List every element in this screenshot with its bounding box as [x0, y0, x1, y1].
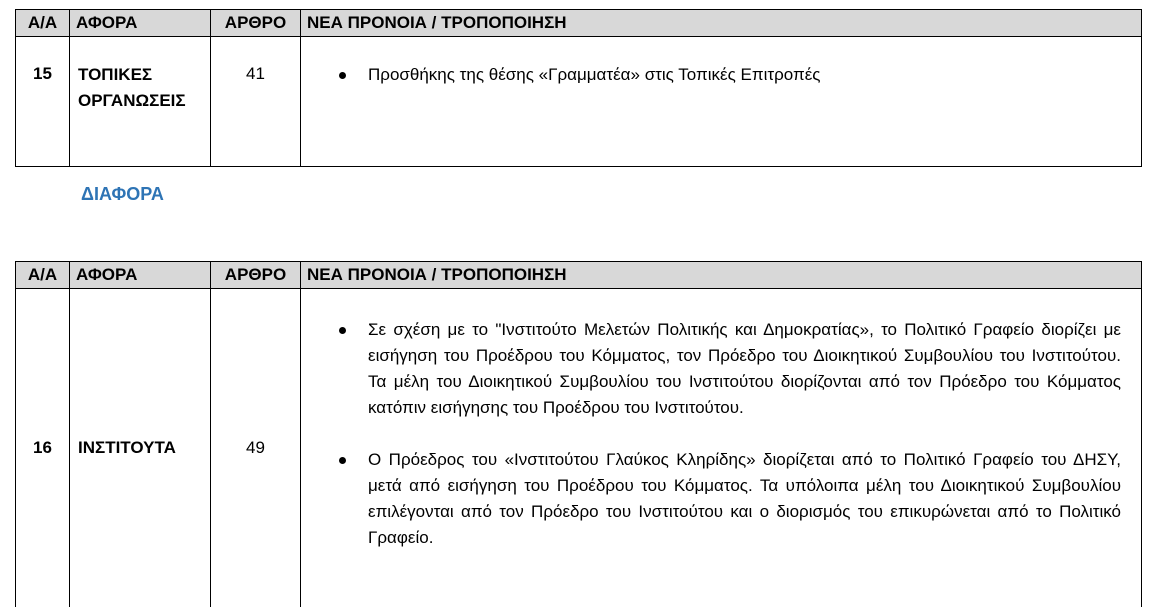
row-topic-line: ΤΟΠΙΚΕΣ: [78, 65, 153, 84]
provision-list: [336, 62, 1121, 88]
header-topic: ΑΦΟΡΑ: [70, 10, 211, 37]
row-article: 49: [211, 289, 301, 607]
row-provision: [301, 37, 1142, 167]
amendments-table-1: [15, 9, 1142, 167]
header-article: ΑΡΘΡΟ: [211, 10, 301, 37]
table-header-row: [16, 10, 1142, 37]
header-aa: Α/Α: [16, 262, 70, 289]
header-article: ΑΡΘΡΟ: [211, 262, 301, 289]
row-article: 41: [211, 37, 301, 167]
table-header-row: [16, 262, 1142, 289]
header-provision: ΝΕΑ ΠΡΟΝΟΙΑ / ΤΡΟΠΟΠΟΙΗΣΗ: [301, 262, 1142, 289]
row-topic: ΙΝΣΤΙΤΟΥΤΑ: [70, 289, 211, 607]
table-row: [16, 37, 1142, 167]
provision-item: Σε σχέση με το "Ινστιτούτο Μελετών Πολιτικής και Δημοκρατίας», το Πολιτικό Γραφείο διορίζει με εισήγηση του Προέδρου του Κόμματος, τον Πρόεδρο του Διοικητικού Συμβουλίου του Ινστιτούτου. Τα μέλη του Διοικητικού Συμβουλίου του Ινστιτούτου διορίζονται από τον Πρόεδρο του Κόμματος κατόπιν εισήγησης του Προέδρου του Ινστιτούτου.: [336, 317, 1121, 421]
row-topic-line: ΟΡΓΑΝΩΣΕΙΣ: [78, 91, 186, 110]
row-topic: [70, 37, 211, 167]
header-provision: ΝΕΑ ΠΡΟΝΟΙΑ / ΤΡΟΠΟΠΟΙΗΣΗ: [301, 10, 1142, 37]
row-number: 16: [16, 289, 70, 607]
table-row: [16, 289, 1142, 607]
header-topic: ΑΦΟΡΑ: [70, 262, 211, 289]
row-number: 15: [16, 37, 70, 167]
amendments-table-2: [15, 261, 1142, 607]
header-aa: Α/Α: [16, 10, 70, 37]
provision-item: Προσθήκης της θέσης «Γραμματέα» στις Τοπικές Επιτροπές: [336, 62, 1121, 88]
section-heading: ΔΙΑΦΟΡΑ: [81, 184, 164, 204]
provision-list: [336, 317, 1121, 551]
row-provision: [301, 289, 1142, 607]
provision-item: Ο Πρόεδρος του «Ινστιτούτου Γλαύκος Κληρίδης» διορίζεται από το Πολιτικό Γραφείο του ΔΗΣΥ, μετά από εισήγηση του Προέδρου του Κόμματος. Τα υπόλοιπα μέλη του Διοικητικού Συμβουλίου επιλέγονται από τον Πρόεδρο του Ινστιτούτου και ο διορισμός του επικυρώνεται από το Πολιτικό Γραφείο.: [336, 447, 1121, 551]
